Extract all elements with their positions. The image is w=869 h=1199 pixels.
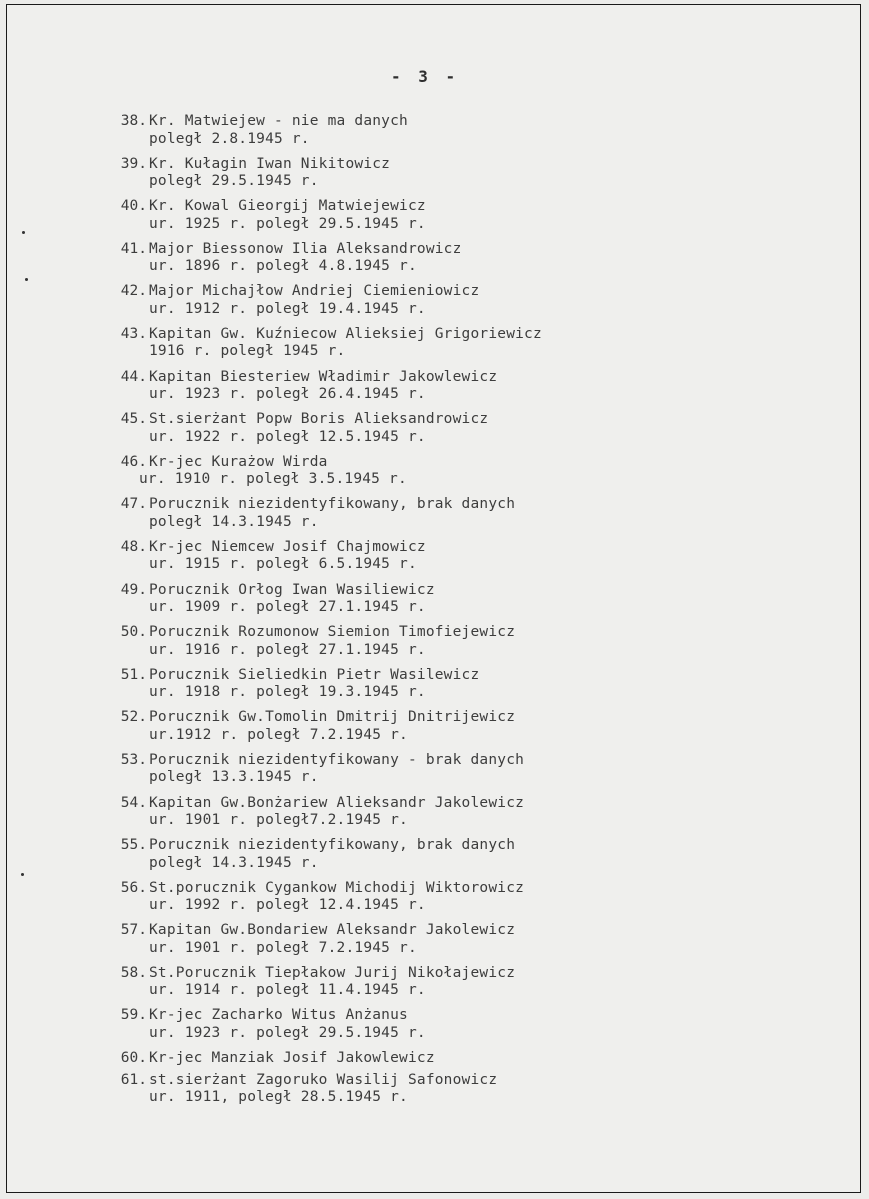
- entry-name-line: Kr. Kowal Gieorgij Matwiejewicz: [149, 198, 426, 215]
- list-item: [107, 922, 807, 965]
- entry-name-line: St.sierżant Popw Boris Alieksandrowicz: [149, 411, 489, 428]
- list-item: [107, 709, 807, 752]
- margin-mark: [21, 873, 24, 876]
- entry-detail-line: ur. 1925 r. poległ 29.5.1945 r.: [149, 215, 426, 232]
- margin-mark: [25, 278, 28, 281]
- entry-name-line: Porucznik Rozumonow Siemion Timofiejewicz: [149, 624, 516, 641]
- entry-number: 48.: [120, 538, 147, 555]
- document-page: [6, 4, 861, 1193]
- entry-name-line: Porucznik niezidentyfikowany, brak danych: [149, 496, 516, 513]
- entry-detail-line: ur.1912 r. poległ 7.2.1945 r.: [149, 726, 408, 743]
- list-item: [107, 539, 807, 582]
- entry-number: 59.: [120, 1007, 147, 1024]
- entry-name-line: Major Biessonow Ilia Aleksandrowicz: [149, 240, 462, 257]
- entry-detail-line: ur. 1901 r. poległ 7.2.1945 r.: [149, 939, 417, 956]
- entry-number: 41.: [120, 240, 147, 257]
- list-item: [107, 1050, 807, 1072]
- entry-detail-line: ur. 1909 r. poległ 27.1.1945 r.: [149, 599, 426, 616]
- entry-number: 61.: [120, 1071, 147, 1088]
- list-item: [107, 667, 807, 710]
- entry-name-line: Kr. Matwiejew - nie ma danych: [149, 113, 408, 129]
- list-item: [107, 752, 807, 795]
- list-item: [107, 837, 807, 880]
- entry-name-line: St.porucznik Cygankow Michodij Wiktorowicz: [149, 879, 525, 896]
- entry-number: 50.: [120, 624, 147, 641]
- list-item: [107, 283, 807, 326]
- entry-detail-line: ur. 1923 r. poległ 29.5.1945 r.: [149, 1024, 426, 1041]
- entry-detail-line: poległ 14.3.1945 r.: [149, 513, 319, 530]
- entry-detail-line: ur. 1922 r. poległ 12.5.1945 r.: [149, 428, 426, 445]
- entry-number: 39.: [120, 155, 147, 172]
- entry-number: 44.: [120, 368, 147, 385]
- entry-detail-line: ur. 1923 r. poległ 26.4.1945 r.: [149, 386, 426, 403]
- entry-number: 57.: [120, 922, 147, 939]
- list-item: [107, 369, 807, 412]
- entry-name-line: Porucznik Gw.Tomolin Dmitrij Dnitrijewicz: [149, 709, 516, 726]
- entry-number: 45.: [120, 411, 147, 428]
- entry-detail-line: poległ 29.5.1945 r.: [149, 173, 319, 190]
- entry-detail-line: ur. 1992 r. poległ 12.4.1945 r.: [149, 897, 426, 914]
- entry-name-line: st.sierżant Zagoruko Wasilij Safonowicz: [149, 1071, 498, 1088]
- entry-detail-line: ur. 1915 r. poległ 6.5.1945 r.: [149, 556, 417, 573]
- list-item: [107, 156, 807, 199]
- list-item: [107, 496, 807, 539]
- entry-number: 55.: [120, 837, 147, 854]
- entry-detail-line: 1916 r. poległ 1945 r.: [149, 343, 346, 360]
- entry-name-line: Porucznik niezidentyfikowany, brak danych: [149, 837, 516, 854]
- entry-name-line: Kr. Kułagin Iwan Nikitowicz: [149, 155, 391, 172]
- entry-detail-line: ur. 1916 r. poległ 27.1.1945 r.: [149, 641, 426, 658]
- entry-name-line: Kapitan Biesteriew Władimir Jakowlewicz: [149, 368, 498, 385]
- entry-name-line: Porucznik Sieliedkin Pietr Wasilewicz: [149, 666, 480, 683]
- list-item: [107, 241, 807, 284]
- entry-number: 47.: [120, 496, 147, 513]
- page-number: - 3 -: [391, 67, 460, 86]
- list-item: [107, 880, 807, 923]
- list-item: [107, 795, 807, 838]
- entry-number: 56.: [120, 879, 147, 896]
- entry-number: 51.: [120, 666, 147, 683]
- entry-detail-line: poległ 13.3.1945 r.: [149, 769, 319, 786]
- entry-name-line: Major Michajłow Andriej Ciemieniowicz: [149, 283, 480, 300]
- list-item: [107, 582, 807, 625]
- list-item: [107, 411, 807, 454]
- entry-detail-line: ur. 1911, poległ 28.5.1945 r.: [149, 1089, 408, 1106]
- entry-name-line: Kr-jec Niemcew Josif Chajmowicz: [149, 538, 426, 555]
- entry-name-line: Kr-jec Manziak Josif Jakowlewicz: [149, 1050, 435, 1067]
- list-item: [107, 1072, 807, 1115]
- list-item: [107, 326, 807, 369]
- entry-number: 54.: [120, 794, 147, 811]
- list-item: [107, 965, 807, 1008]
- entry-name-line: Kapitan Gw. Kuźniecow Alieksiej Grigoriewicz: [149, 325, 542, 342]
- entry-name-line: Porucznik Orłog Iwan Wasiliewicz: [149, 581, 435, 598]
- entry-detail-line: ur. 1918 r. poległ 19.3.1945 r.: [149, 684, 426, 701]
- entry-name-line: Kr-jec Kurażow Wirda: [149, 453, 328, 470]
- entry-detail-line: ur. 1901 r. poległ7.2.1945 r.: [149, 812, 408, 828]
- margin-mark: [22, 231, 25, 234]
- entry-name-line: Kapitan Gw.Bondariew Aleksandr Jakolewicz: [149, 922, 516, 939]
- list-item: [107, 113, 807, 156]
- entry-number: 53.: [120, 751, 147, 768]
- entry-number: 38.: [120, 113, 147, 129]
- list-item: [107, 1007, 807, 1050]
- entry-number: 46.: [120, 453, 147, 470]
- entry-number: 40.: [120, 198, 147, 215]
- entry-number: 42.: [120, 283, 147, 300]
- entry-detail-line: ur. 1914 r. poległ 11.4.1945 r.: [149, 982, 426, 999]
- entry-name-line: Porucznik niezidentyfikowany - brak danych: [149, 751, 525, 768]
- entry-detail-line: poległ 2.8.1945 r.: [149, 130, 310, 147]
- entry-name-line: Kapitan Gw.Bonżariew Alieksandr Jakolewicz: [149, 794, 525, 811]
- entry-number: 60.: [120, 1050, 147, 1067]
- entry-list: [107, 113, 807, 1114]
- list-item: [107, 198, 807, 241]
- list-item: [107, 624, 807, 667]
- entry-name-line: St.Porucznik Tiepłakow Jurij Nikołajewicz: [149, 964, 516, 981]
- list-item: [107, 454, 807, 497]
- entry-name-line: Kr-jec Zacharko Witus Anżanus: [149, 1007, 408, 1024]
- entry-detail-line: ur. 1912 r. poległ 19.4.1945 r.: [149, 300, 426, 317]
- entry-detail-line: ur. 1896 r. poległ 4.8.1945 r.: [149, 258, 417, 275]
- entry-number: 58.: [120, 964, 147, 981]
- entry-number: 43.: [120, 325, 147, 342]
- entry-number: 52.: [120, 709, 147, 726]
- entry-detail-line: ur. 1910 r. poległ 3.5.1945 r.: [139, 471, 407, 488]
- entry-number: 49.: [120, 581, 147, 598]
- entry-detail-line: poległ 14.3.1945 r.: [149, 854, 319, 871]
